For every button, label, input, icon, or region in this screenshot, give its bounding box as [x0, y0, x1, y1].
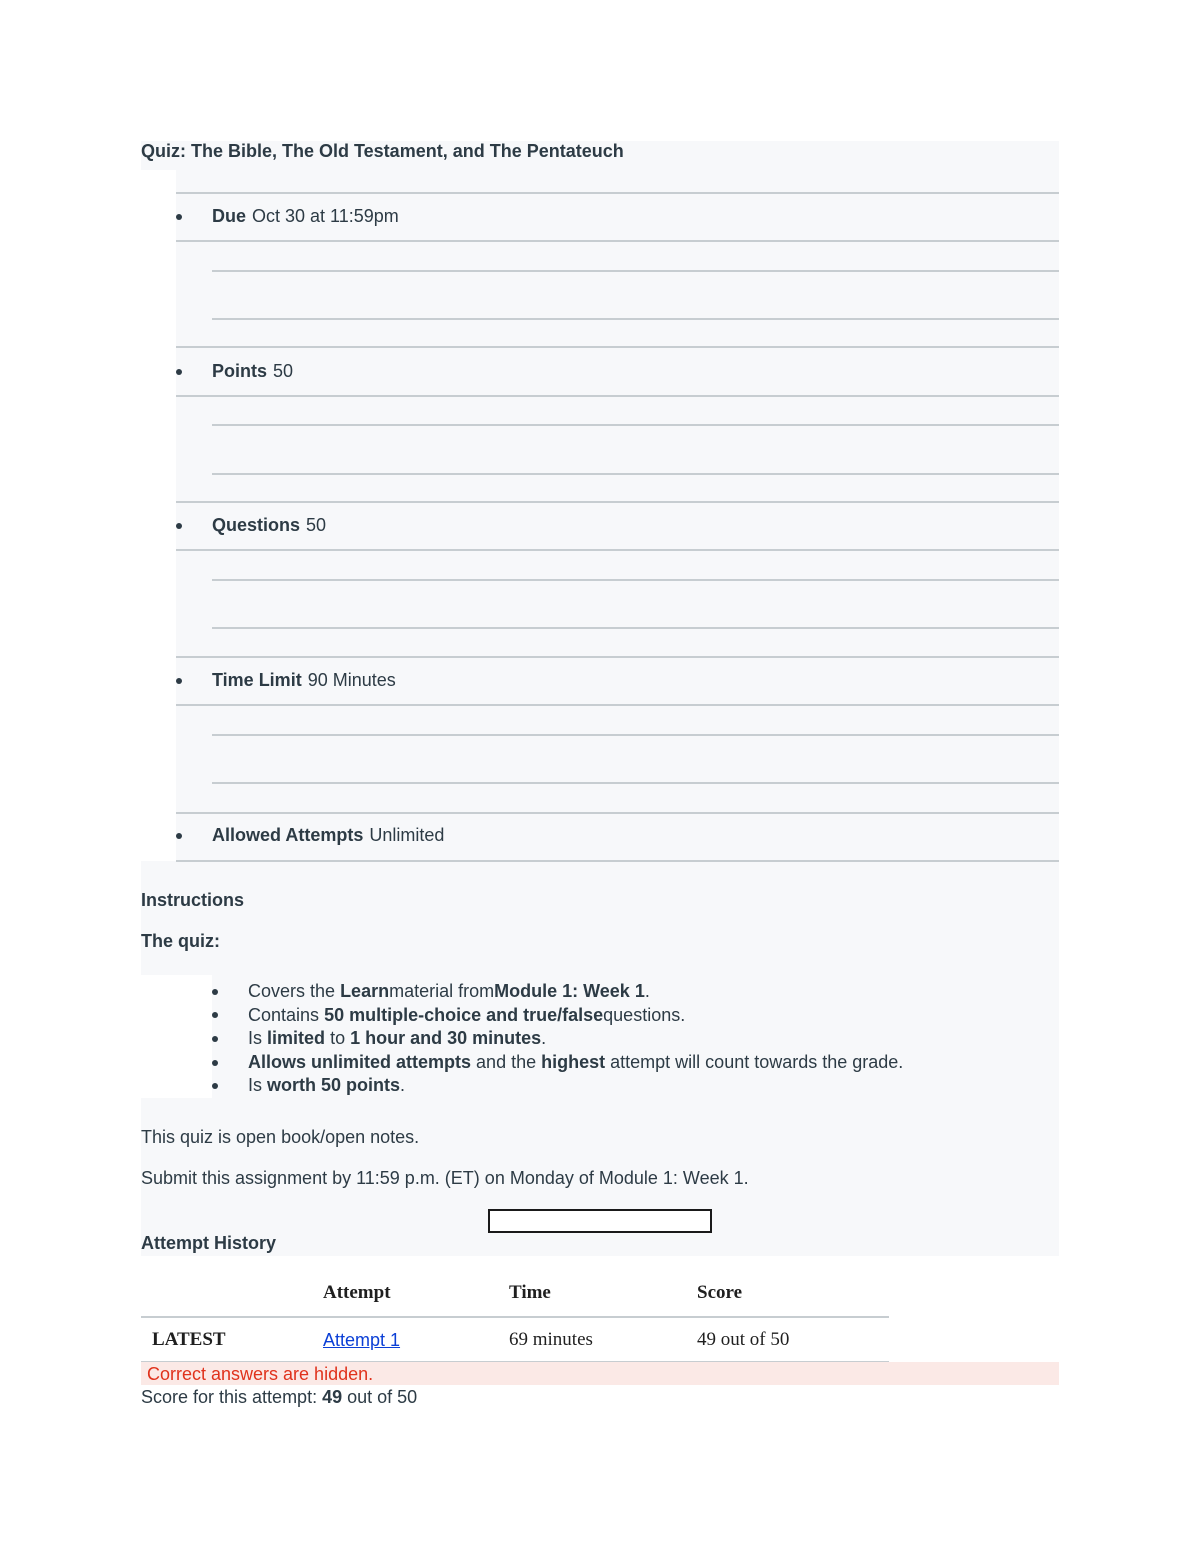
detail-points [176, 361, 293, 382]
detail-value: 90 Minutes [307, 670, 396, 690]
attempt-1-link[interactable]: Attempt 1 [323, 1330, 401, 1350]
left-gap-white [141, 170, 176, 861]
table-header-rule [141, 1316, 889, 1318]
detail-label: Time Limit [212, 670, 302, 690]
attempt-score: 49 out of 50 [697, 1329, 790, 1350]
list-item: Is worth 50 points . [212, 1074, 903, 1098]
attempt-time: 69 minutes [509, 1329, 593, 1350]
instructions-intro: The quiz: [141, 931, 220, 951]
bullet-icon [212, 1060, 218, 1066]
detail-value: 50 [306, 515, 327, 535]
list-item: Covers the Learn material from Module 1: Week 1 . [212, 980, 903, 1004]
list-gap-white [141, 975, 212, 1098]
detail-time-limit [176, 670, 396, 691]
open-book-note: This quiz is open book/open notes. [141, 1127, 420, 1147]
attempt-score-line: Score for this attempt: 49 out of 50 [141, 1387, 418, 1407]
detail-label: Due [212, 206, 247, 226]
detail-value: Oct 30 at 11:59pm [252, 206, 399, 226]
instructions-heading: Instructions [141, 890, 245, 910]
bullet-icon [212, 1083, 218, 1089]
bullet-icon [176, 523, 182, 529]
score-value: 49 [322, 1387, 343, 1407]
bullet-icon [212, 1012, 218, 1018]
detail-label: Points [212, 361, 268, 381]
submit-note: Submit this assignment by 11:59 p.m. (ET) on Monday of Module 1: Week 1. [141, 1168, 749, 1188]
column-header-score: Score [697, 1282, 743, 1303]
detail-allowed-attempts [176, 825, 444, 846]
list-item: Allows unlimited attempts and the highest attempt will count towards the grade. [212, 1051, 903, 1075]
bullet-icon [212, 989, 218, 995]
detail-value: Unlimited [369, 825, 445, 845]
list-item: Is limited to 1 hour and 30 minutes . [212, 1027, 903, 1051]
list-item: Contains 50 multiple-choice and true/false questions. [212, 1004, 903, 1028]
bullet-icon [176, 214, 182, 220]
detail-value: 50 [273, 361, 294, 381]
latest-tag: LATEST [152, 1329, 226, 1350]
column-header-time: Time [509, 1282, 551, 1303]
take-quiz-button[interactable] [488, 1209, 712, 1233]
detail-label: Questions [212, 515, 301, 535]
detail-due [176, 206, 399, 227]
bullet-icon [176, 369, 182, 375]
hidden-answers-notice: Correct answers are hidden. [147, 1364, 374, 1384]
bullet-icon [176, 678, 182, 684]
quiz-title: Quiz: The Bible, The Old Testament, and The Pentateuch [141, 141, 624, 161]
attempt-history-heading: Attempt History [141, 1233, 277, 1253]
instructions-list [212, 980, 903, 1098]
column-header-attempt: Attempt [323, 1282, 391, 1303]
bullet-icon [176, 833, 182, 839]
detail-questions [176, 515, 326, 536]
bullet-icon [212, 1036, 218, 1042]
detail-label: Allowed Attempts [212, 825, 364, 845]
